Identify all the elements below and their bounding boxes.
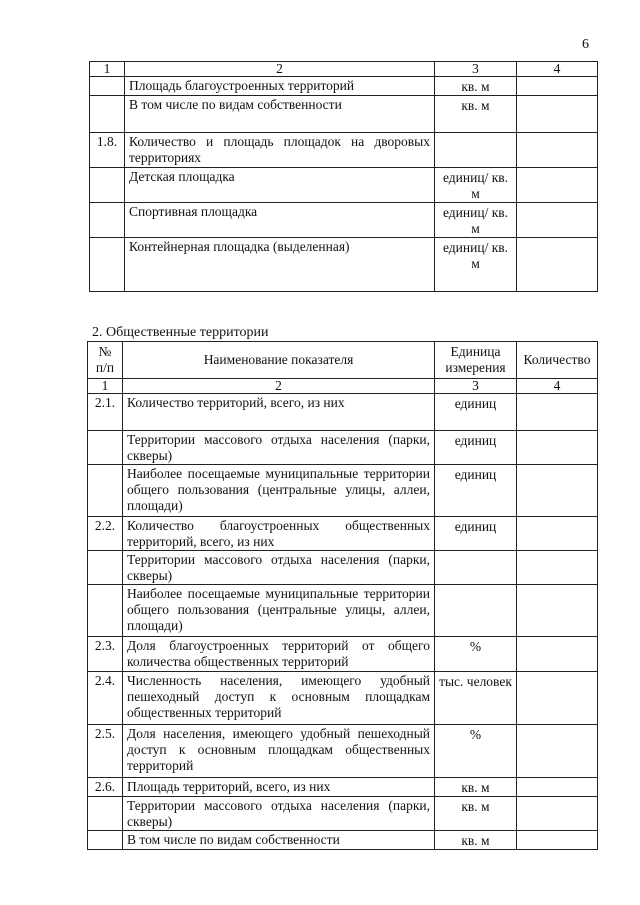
- row-number: 1.8.: [90, 133, 125, 168]
- index-cell: 4: [517, 62, 598, 77]
- unit-cell: единиц: [435, 394, 517, 431]
- quantity-cell: [517, 238, 598, 292]
- table-row: [90, 77, 598, 96]
- page-number: 6: [582, 37, 589, 52]
- index-cell: 2: [125, 62, 435, 77]
- indicator-name: Территории массового отдыха населения (парки, скверы): [123, 431, 435, 465]
- indicator-name: Контейнерная площадка (выделенная): [125, 238, 435, 292]
- unit-cell: кв. м: [435, 831, 517, 850]
- indicator-name: Наиболее посещаемые муниципальные территории общего пользования (центральные улицы, аллеи, площади): [123, 465, 435, 517]
- indicator-name: Территории массового отдыха населения (парки, скверы): [123, 551, 435, 585]
- quantity-cell: [517, 96, 598, 133]
- quantity-cell: [517, 637, 598, 672]
- row-number: 2.3.: [88, 637, 123, 672]
- indicator-name: Площадь благоустроенных территорий: [125, 77, 435, 96]
- quantity-cell: [517, 672, 598, 725]
- table-index-row: [88, 379, 598, 394]
- table-row: [88, 394, 598, 431]
- table-row: [90, 203, 598, 238]
- unit-cell: кв. м: [435, 77, 517, 96]
- indicator-name: Детская площадка: [125, 168, 435, 203]
- unit-cell: кв. м: [435, 778, 517, 797]
- row-number: [88, 551, 123, 585]
- table-row: [90, 96, 598, 133]
- table-public-territories: [87, 341, 598, 850]
- table-row: [88, 797, 598, 831]
- table-row: [90, 133, 598, 168]
- unit-cell: кв. м: [435, 96, 517, 133]
- unit-cell: единиц: [435, 465, 517, 517]
- index-cell: 1: [90, 62, 125, 77]
- row-number: [88, 585, 123, 637]
- unit-cell: единиц: [435, 431, 517, 465]
- table-yard-territories: [89, 61, 598, 292]
- table-row: [88, 672, 598, 725]
- indicator-name: Количество территорий, всего, из них: [123, 394, 435, 431]
- quantity-cell: [517, 725, 598, 778]
- table-header-row: [88, 342, 598, 379]
- row-number: [90, 96, 125, 133]
- table-index-row: [90, 62, 598, 77]
- table-row: [88, 637, 598, 672]
- unit-cell: единиц: [435, 517, 517, 551]
- indicator-name: Количество и площадь площадок на дворовых территориях: [125, 133, 435, 168]
- row-number: [88, 465, 123, 517]
- table-row: [88, 585, 598, 637]
- unit-cell: тыс. человек: [435, 672, 517, 725]
- indicator-name: В том числе по видам собственности: [125, 96, 435, 133]
- table-row: [88, 831, 598, 850]
- unit-cell: [435, 133, 517, 168]
- quantity-cell: [517, 133, 598, 168]
- header-unit: Единица измерения: [435, 342, 517, 379]
- row-number: [88, 797, 123, 831]
- indicator-name: Территории массового отдыха населения (парки, скверы): [123, 797, 435, 831]
- indicator-name: Количество благоустроенных общественных территорий, всего, из них: [123, 517, 435, 551]
- unit-cell: кв. м: [435, 797, 517, 831]
- table-row: [88, 778, 598, 797]
- quantity-cell: [517, 831, 598, 850]
- indicator-name: Доля населения, имеющего удобный пешеходный доступ к основным площадкам общественных территорий: [123, 725, 435, 778]
- row-number: 2.6.: [88, 778, 123, 797]
- index-cell: 1: [88, 379, 123, 394]
- indicator-name: Доля благоустроенных территорий от общего количества общественных территорий: [123, 637, 435, 672]
- quantity-cell: [517, 778, 598, 797]
- table-row: [88, 551, 598, 585]
- quantity-cell: [517, 394, 598, 431]
- table-row: [88, 431, 598, 465]
- unit-cell: единиц/ кв. м: [435, 203, 517, 238]
- row-number: [90, 77, 125, 96]
- row-number: [88, 831, 123, 850]
- row-number: 2.5.: [88, 725, 123, 778]
- indicator-name: Наиболее посещаемые муниципальные территории общего пользования (центральные улицы, аллеи, площади): [123, 585, 435, 637]
- table-row: [90, 238, 598, 292]
- row-number: 2.4.: [88, 672, 123, 725]
- indicator-name: Численность населения, имеющего удобный пешеходный доступ к основным площадкам общественных территорий: [123, 672, 435, 725]
- indicator-name: В том числе по видам собственности: [123, 831, 435, 850]
- unit-cell: единиц/ кв. м: [435, 238, 517, 292]
- section-title: 2. Общественные территории: [92, 325, 269, 340]
- row-number: 2.1.: [88, 394, 123, 431]
- unit-cell: %: [435, 725, 517, 778]
- table-row: [88, 725, 598, 778]
- quantity-cell: [517, 517, 598, 551]
- unit-cell: единиц/ кв. м: [435, 168, 517, 203]
- table-row: [88, 465, 598, 517]
- unit-cell: [435, 551, 517, 585]
- indicator-name: Спортивная площадка: [125, 203, 435, 238]
- index-cell: 4: [517, 379, 598, 394]
- table-row: [88, 517, 598, 551]
- table-row: [90, 168, 598, 203]
- header-number: № п/п: [88, 342, 123, 379]
- header-quantity: Количество: [517, 342, 598, 379]
- quantity-cell: [517, 551, 598, 585]
- unit-cell: [435, 585, 517, 637]
- row-number: 2.2.: [88, 517, 123, 551]
- index-cell: 3: [435, 62, 517, 77]
- unit-cell: %: [435, 637, 517, 672]
- quantity-cell: [517, 465, 598, 517]
- quantity-cell: [517, 203, 598, 238]
- header-name: Наименование показателя: [123, 342, 435, 379]
- index-cell: 2: [123, 379, 435, 394]
- quantity-cell: [517, 77, 598, 96]
- quantity-cell: [517, 797, 598, 831]
- quantity-cell: [517, 585, 598, 637]
- row-number: [88, 431, 123, 465]
- row-number: [90, 203, 125, 238]
- quantity-cell: [517, 431, 598, 465]
- index-cell: 3: [435, 379, 517, 394]
- indicator-name: Площадь территорий, всего, из них: [123, 778, 435, 797]
- row-number: [90, 238, 125, 292]
- quantity-cell: [517, 168, 598, 203]
- row-number: [90, 168, 125, 203]
